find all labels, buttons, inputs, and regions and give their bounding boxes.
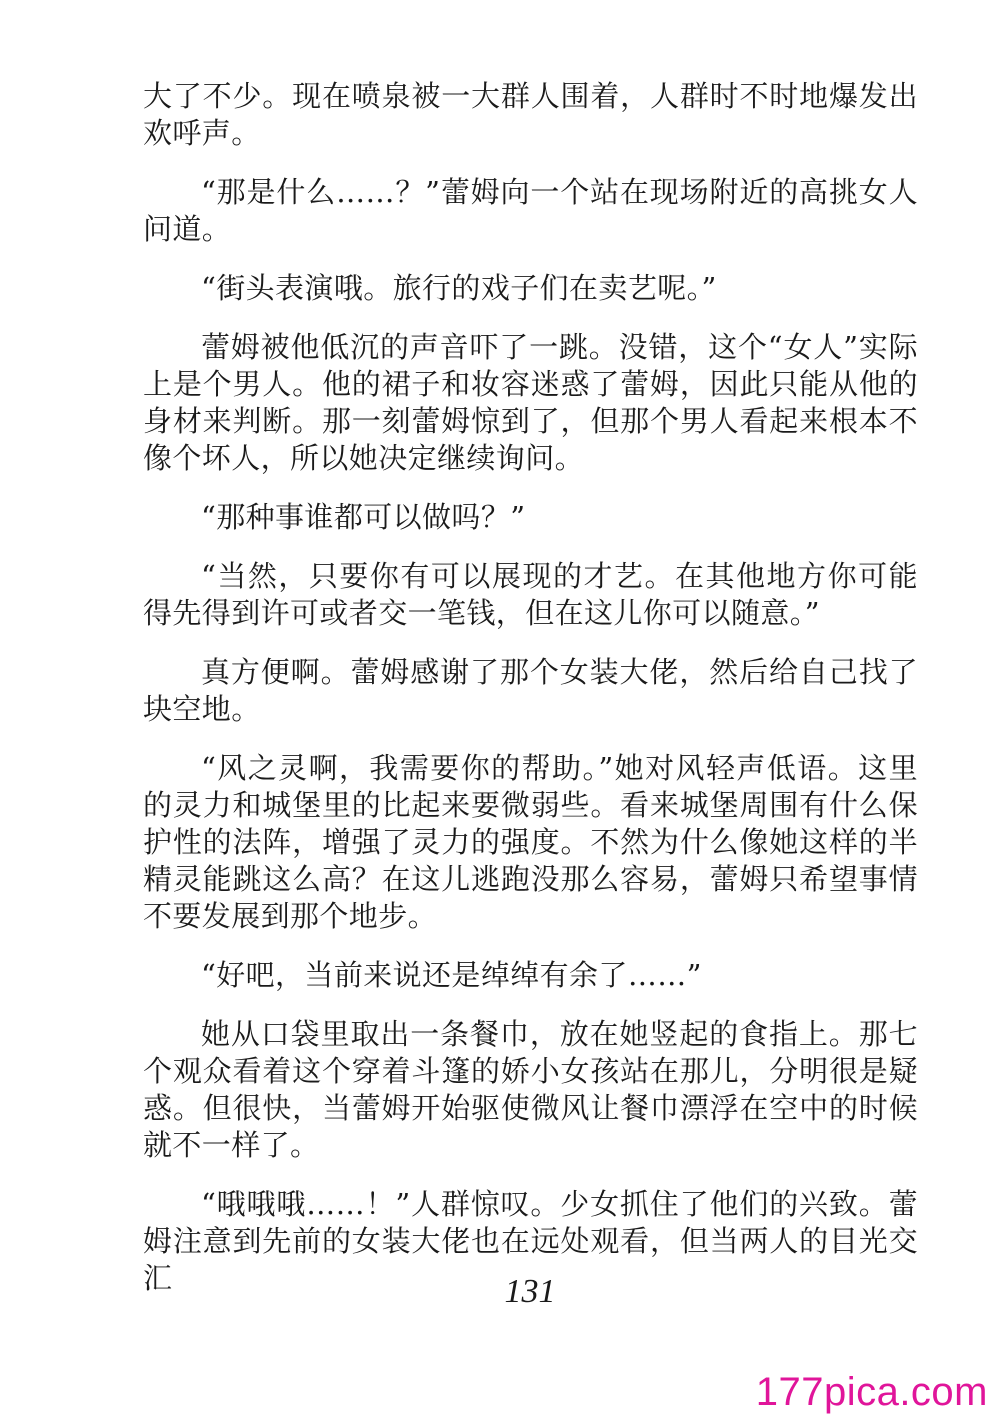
- paragraph: “那种事谁都可以做吗？”: [201, 500, 526, 534]
- watermark: 177pica.com: [755, 1370, 988, 1414]
- page-body: [143, 78, 918, 1319]
- paragraph: “好吧，当前来说还是绰绰有余了……”: [201, 958, 702, 992]
- paragraph: “街头表演哦。旅行的戏子们在卖艺呢。”: [201, 271, 717, 305]
- paragraph: “风之灵啊，我需要你的帮助。”她对风轻声低语。这里的灵力和城堡里的比起来要微弱些。看来城堡周围有什么保护性的法阵，增强了灵力的强度。不然为什么像她这样的半精灵能跳这么高？在这儿逃跑没那么容易，蕾姆只希望事情不要发展到那个地步。: [143, 751, 918, 933]
- page-number: 131: [504, 1273, 556, 1310]
- paragraph: 她从口袋里取出一条餐巾，放在她竖起的食指上。那七个观众看着这个穿着斗篷的娇小女孩站在那儿，分明很是疑惑。但很快，当蕾姆开始驱使微风让餐巾漂浮在空中的时候就不一样了。: [143, 1017, 918, 1162]
- paragraph: 真方便啊。蕾姆感谢了那个女装大佬，然后给自己找了块空地。: [143, 655, 918, 726]
- paragraph: 蕾姆被他低沉的声音吓了一跳。没错，这个“女人”实际上是个男人。他的裙子和妆容迷惑了蕾姆，因此只能从他的身材来判断。那一刻蕾姆惊到了，但那个男人看起来根本不像个坏人，所以她决定继续询问。: [143, 330, 918, 475]
- paragraph: “哦哦哦……！”人群惊叹。少女抓住了他们的兴致。蕾姆注意到先前的女装大佬也在远处观看，但当两人的目光交汇: [143, 1187, 918, 1295]
- paragraph: “当然，只要你有可以展现的才艺。在其他地方你可能得先得到许可或者交一笔钱，但在这儿你可以随意。”: [143, 559, 918, 630]
- paragraph: “那是什么……？”蕾姆向一个站在现场附近的高挑女人问道。: [143, 175, 918, 246]
- paragraph: 大了不少。现在喷泉被一大群人围着，人群时不时地爆发出欢呼声。: [143, 79, 918, 150]
